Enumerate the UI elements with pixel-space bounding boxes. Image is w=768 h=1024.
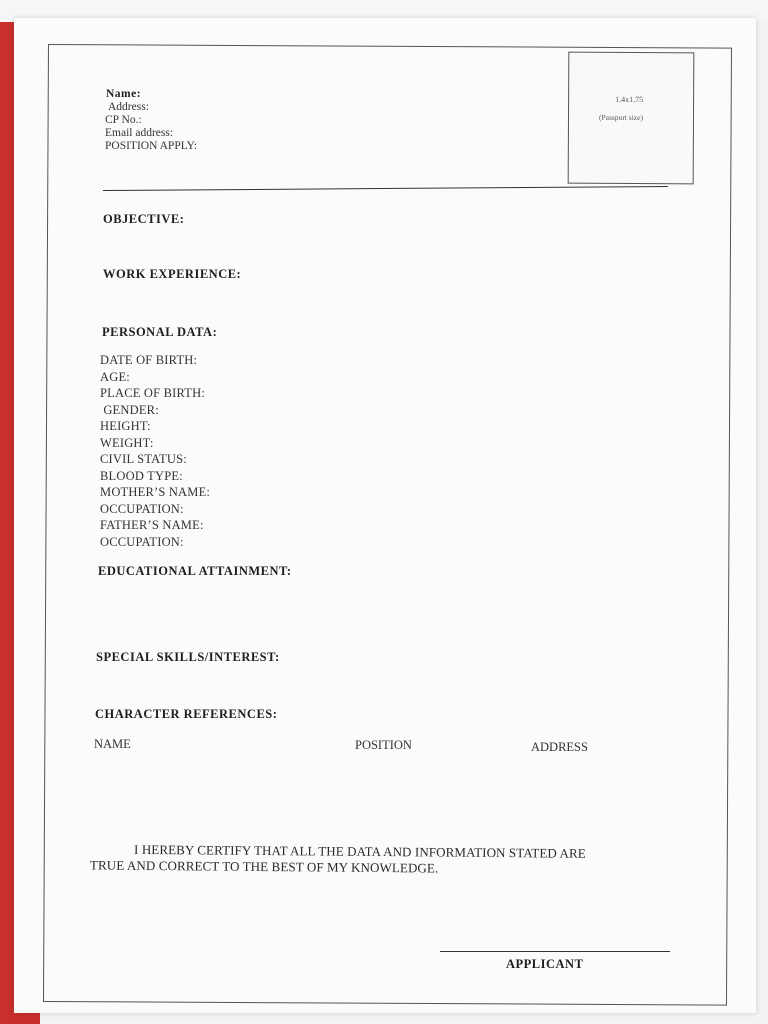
reference-name-column: NAME xyxy=(94,737,131,751)
place-of-birth-label: PLACE OF BIRTH: xyxy=(100,386,206,400)
personal-data-heading: PERSONAL DATA: xyxy=(102,325,218,339)
address-label: Address: xyxy=(108,101,149,113)
certification-statement xyxy=(90,841,665,878)
age-label: AGE: xyxy=(100,369,130,384)
father-occupation-label: OCCUPATION: xyxy=(100,534,184,549)
personal-data-fields xyxy=(100,352,210,550)
character-references-heading: CHARACTER REFERENCES: xyxy=(95,707,278,721)
photo-size-note: (Passport size) xyxy=(598,112,643,123)
gender-label: GENDER: xyxy=(100,402,159,417)
height-label: HEIGHT: xyxy=(100,419,151,433)
name-label: Name: xyxy=(106,88,142,100)
certification-line-1: I HEREBY CERTIFY THAT ALL THE DATA AND INFORMATION STATED ARE xyxy=(134,841,586,861)
photo-placeholder xyxy=(568,52,695,185)
applicant-label: APPLICANT xyxy=(506,957,584,971)
blood-type-label: BLOOD TYPE: xyxy=(100,468,183,483)
certification-line-2: TRUE AND CORRECT TO THE BEST OF MY KNOWLEDGE. xyxy=(89,857,439,876)
email-label: Email address: xyxy=(105,127,174,139)
cp-number-label: CP No.: xyxy=(105,114,142,126)
position-apply-label: POSITION APPLY: xyxy=(105,140,198,152)
special-skills-heading: SPECIAL SKILLS/INTEREST: xyxy=(96,650,280,664)
work-experience-heading: WORK EXPERIENCE: xyxy=(103,267,242,281)
mothers-name-label: MOTHER’S NAME: xyxy=(100,485,211,499)
weight-label: WEIGHT: xyxy=(100,435,154,450)
fathers-name-label: FATHER’S NAME: xyxy=(100,518,204,532)
signature-line xyxy=(440,951,670,952)
civil-status-label: CIVIL STATUS: xyxy=(100,452,187,466)
mother-occupation-label: OCCUPATION: xyxy=(100,501,184,516)
educational-attainment-heading: EDUCATIONAL ATTAINMENT: xyxy=(98,564,292,578)
reference-position-column: POSITION xyxy=(355,738,412,752)
photo-size-text: 1.4x1.75 xyxy=(615,94,644,105)
objective-heading: OBJECTIVE: xyxy=(103,212,185,226)
date-of-birth-label: DATE OF BIRTH: xyxy=(100,353,198,367)
reference-address-column: ADDRESS xyxy=(531,740,588,754)
